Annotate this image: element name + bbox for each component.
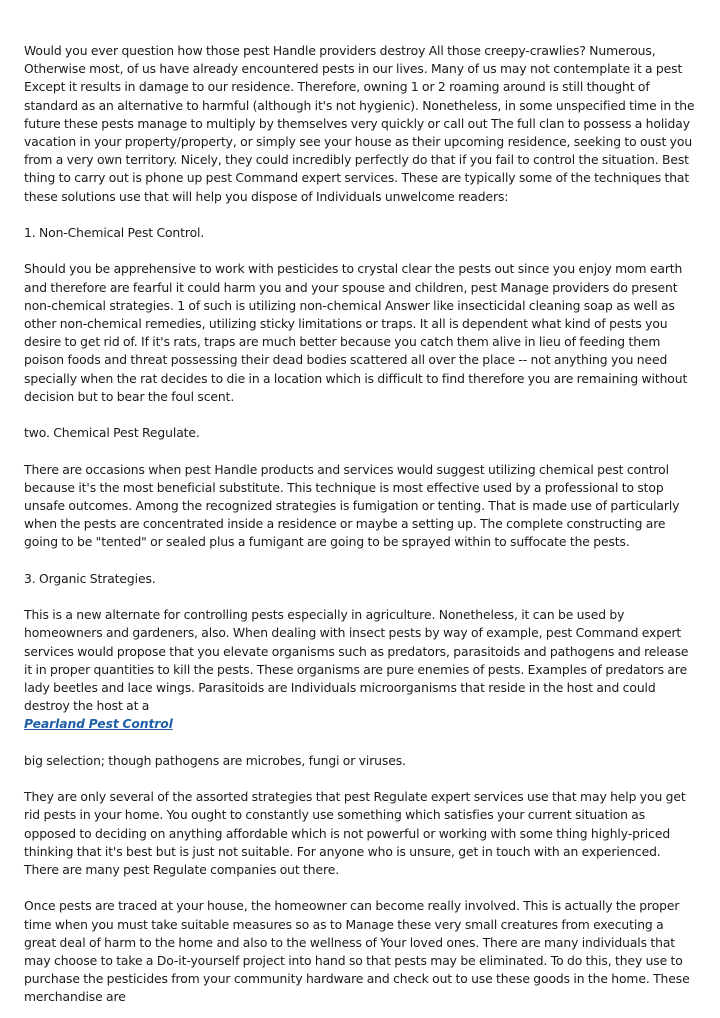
section-heading-chemical: two. Chemical Pest Regulate. <box>24 426 200 441</box>
non-chemical-paragraph: Should you be apprehensive to work with pesticides to crystal clear the pests out since you enjoy mom earth and therefore are fearful it could harm you and your spouse and children, pest Manage providers do present non-chemical strategies. 1 of such is utilizing non-chemical Answer like insecticidal cleaning soap as well as other non-chemical remedies, utilizing sticky limitations or traps. It all is dependent what kind of pests you desire to get rid of. If it's rats, traps are much better because you catch them alive in lieu of feeding them poison foods and threat possessing their dead bodies scattered all over the place -- not anything you need specially when the rat decides to die in a location which is difficult to find therefore you are remaining without decision but to bear the foul scent. <box>24 262 688 404</box>
pearland-pest-control-link[interactable]: Pearland Pest Control <box>24 717 173 732</box>
document-body <box>24 42 696 1018</box>
section-heading-non-chemical: 1. Non-Chemical Pest Control. <box>24 226 205 241</box>
pathogens-paragraph: big selection; though pathogens are microbes, fungi or viruses. <box>24 753 406 768</box>
closing-paragraph: Once pests are traced at your house, the homeowner can become really involved. This is actually the proper time when you must take suitable measures so as to Manage these very small creatures from executing a great deal of harm to the home and also to the wellness of Your loved ones. There are many individuals that may choose to take a Do-it-yourself project into hand so that pests may be eliminated. To do this, they use to purchase the pesticides from your community hardware and check out to use these goods in the home. These merchandise are <box>24 899 690 1005</box>
section-heading-organic: 3. Organic Strategies. <box>24 571 156 586</box>
organic-paragraph <box>24 606 696 733</box>
summary-paragraph: They are only several of the assorted strategies that pest Regulate expert services use that may help you get rid pests in your home. You ought to constantly use something which satisfies your current situation as opposed to deciding on anything affordable which is not powerful or working with some thing highly-priced thinking that it's best but is just not suitable. For anyone who is unsure, get in touch with an experienced. There are many pest Regulate companies out there. <box>24 790 686 878</box>
intro-paragraph: Would you ever question how those pest Handle providers destroy All those creepy-crawlies? Numerous, Otherwise most, of us have already encountered pests in our lives. Many of us may not contemplate it a pest Except it results in damage to our residence. Therefore, owning 1 or 2 roaming around is still thought of standard as an alternative to harmful (although it's not hygienic). Nonetheless, in some unspecified time in the future these pests manage to multiply by themselves very quickly or call out The full clan to possess a holiday vacation in your property/property, or simply see your house as their upcoming residence, seeking to oust you from a very own territory. Nicely, they could incredibly perfectly do that if you fail to control the situation. Best thing to carry out is phone up pest Command expert services. These are typically some of the techniques that these solutions use that will help you dispose of Individuals unwelcome readers: <box>24 44 695 204</box>
organic-paragraph-text: This is a new alternate for controlling pests especially in agriculture. Nonetheless, it can be used by homeowners and gardeners, also. When dealing with insect pests by way of example, pest Command expert services would propose that you elevate organisms such as predators, parasitoids and pathogens and release it in proper quantities to kill the pests. These organisms are pure enemies of pests. Examples of predators are lady beetles and lace wings. Parasitoids are Individuals microorganisms that reside in the host and could destroy the host at a <box>24 608 689 714</box>
chemical-paragraph: There are occasions when pest Handle products and services would suggest utilizing chemical pest control because it's the most beneficial substitute. This technique is most effective used by a professional to stop unsafe outcomes. Among the recognized strategies is fumigation or tenting. That is made use of particularly when the pests are concentrated inside a residence or maybe a setting up. The complete constructing are going to be "tented" or sealed plus a fumigant are going to be sprayed within to suffocate the pests. <box>24 462 680 550</box>
